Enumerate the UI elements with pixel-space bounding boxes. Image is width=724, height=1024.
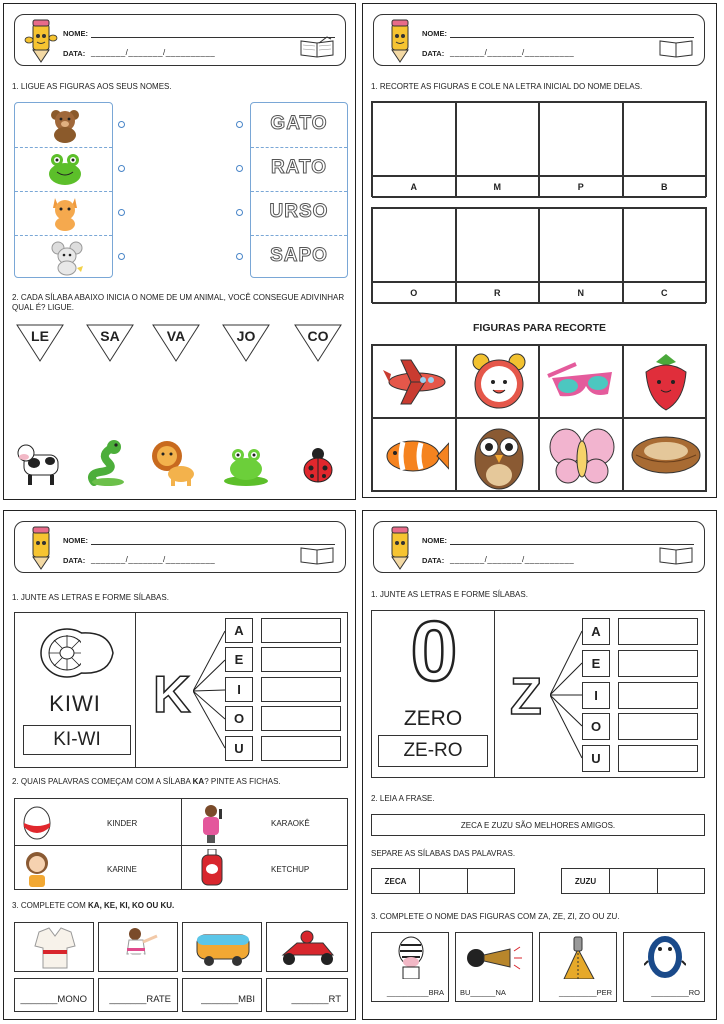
card-ketchup[interactable]: KETCHUP xyxy=(271,865,310,874)
q2-bold: KA xyxy=(192,777,205,786)
question-3: 3. COMPLETE O NOME DAS FIGURAS COM ZA, ZE, ZI, ZO OU ZU. xyxy=(371,912,620,921)
header-box xyxy=(373,521,705,573)
header-box xyxy=(373,14,705,66)
branch-lines xyxy=(550,611,582,779)
divider xyxy=(135,613,136,767)
name-label: NOME: xyxy=(422,29,447,38)
horn-icon xyxy=(464,943,524,973)
vowel-a: A xyxy=(582,618,610,645)
fill-cell[interactable] xyxy=(14,978,94,1012)
answer-blank[interactable] xyxy=(618,682,698,709)
syllable-va[interactable] xyxy=(152,324,200,362)
card-kinder[interactable]: KINDER xyxy=(107,819,138,828)
name-label: NOME: xyxy=(422,536,447,545)
syllable-box xyxy=(371,604,705,778)
answer-blank[interactable] xyxy=(618,618,698,645)
snake-icon xyxy=(86,438,132,488)
strawberry-icon xyxy=(642,350,690,414)
syllable-label: JO xyxy=(236,328,256,344)
owl-icon xyxy=(471,421,527,491)
answer-blank[interactable] xyxy=(261,677,341,702)
answer-blank[interactable] xyxy=(658,869,706,893)
letter-label: B xyxy=(623,176,707,198)
answer-blank[interactable] xyxy=(618,650,698,677)
divider xyxy=(15,845,347,846)
big-digit-zero: 0 xyxy=(410,604,458,698)
divider xyxy=(15,235,112,236)
syllable-sa[interactable] xyxy=(86,324,134,362)
answer-blank[interactable] xyxy=(261,618,341,643)
fill-ro: _________RO xyxy=(651,988,700,997)
book-icon xyxy=(299,542,335,566)
divider xyxy=(181,799,182,889)
divider xyxy=(15,147,112,148)
paste-cell[interactable] xyxy=(623,208,707,282)
connect-dot[interactable] xyxy=(118,209,125,216)
fill-cell[interactable] xyxy=(539,932,617,1002)
cow-icon xyxy=(16,441,68,487)
letter-label: R xyxy=(456,282,540,304)
word-gato: GATO xyxy=(270,113,328,134)
q2-pre: 2. QUAIS PALAVRAS COMEÇAM COM A SÍLABA xyxy=(12,777,193,786)
book-icon xyxy=(658,35,694,59)
frog-icon xyxy=(45,150,85,188)
fill-rate: _______RATE xyxy=(109,994,171,1005)
lion-icon xyxy=(149,438,197,488)
date-label: DATA: xyxy=(63,556,86,565)
vowel-u: U xyxy=(225,736,253,761)
bear-icon xyxy=(47,107,83,143)
split-zero: ZE-RO xyxy=(378,735,488,767)
divider xyxy=(15,191,112,192)
answer-blank[interactable] xyxy=(468,869,516,893)
paste-cell[interactable] xyxy=(539,208,623,282)
answer-blank[interactable] xyxy=(261,647,341,672)
paste-cell[interactable] xyxy=(623,102,707,176)
question-1: 1. JUNTE AS LETRAS E FORME SÍLABAS. xyxy=(371,590,528,599)
pencil-mascot-icon xyxy=(21,18,61,64)
clownfish-icon xyxy=(381,433,449,479)
image-cell xyxy=(182,922,262,972)
worksheet-page-3 xyxy=(3,510,356,1020)
girl-icon xyxy=(21,849,53,887)
connect-dot[interactable] xyxy=(118,253,125,260)
image-cell xyxy=(14,922,94,972)
vowel-o: O xyxy=(582,713,610,740)
question-2 xyxy=(12,777,281,787)
fill-rt: _______RT xyxy=(291,994,341,1005)
syllable-jo[interactable] xyxy=(222,324,270,362)
date-label: DATA: xyxy=(422,556,445,565)
header-box xyxy=(14,14,346,66)
big-letter-k: K xyxy=(153,666,191,724)
cutout-grid xyxy=(371,344,707,492)
question-1: 1. JUNTE AS LETRAS E FORME SÍLABAS. xyxy=(12,593,169,602)
animal-figures-box xyxy=(14,102,113,278)
cutout-cell[interactable] xyxy=(623,345,707,418)
date-label: DATA: xyxy=(422,49,445,58)
karaoke-singer-icon xyxy=(193,803,229,843)
paste-grid-top xyxy=(371,101,707,197)
word-zero: ZERO xyxy=(403,707,463,730)
word-kiwi: KIWI xyxy=(49,691,101,716)
cutout-cell[interactable] xyxy=(372,418,456,491)
syllable-box xyxy=(14,612,348,768)
word-rato: RATO xyxy=(270,157,328,178)
connect-dot[interactable] xyxy=(118,121,125,128)
paste-cell[interactable] xyxy=(456,102,540,176)
question-separate: SEPARE AS SÍLABAS DAS PALAVRAS. xyxy=(371,849,516,858)
answer-blank[interactable] xyxy=(618,713,698,740)
kiwi-icon xyxy=(37,627,117,679)
fill-cell[interactable] xyxy=(98,978,178,1012)
worksheet-page-1 xyxy=(3,3,356,500)
date-line[interactable]: _______/_______/__________ xyxy=(91,48,216,57)
divider xyxy=(251,191,347,192)
mouse-icon xyxy=(49,238,85,276)
fill-cell[interactable] xyxy=(371,932,449,1002)
alarm-clock-icon xyxy=(469,350,529,414)
date-line[interactable]: _______/_______/__________ xyxy=(91,555,216,564)
cutout-cell[interactable] xyxy=(539,418,623,491)
divider xyxy=(251,235,347,236)
book-icon xyxy=(299,35,335,59)
answer-blank[interactable] xyxy=(420,869,468,893)
cutout-cell[interactable] xyxy=(456,345,540,418)
paste-grid-bottom xyxy=(371,207,707,303)
q2-post: ? PINTE AS FICHAS. xyxy=(204,777,281,786)
fill-cell[interactable] xyxy=(266,978,348,1012)
connect-dot[interactable] xyxy=(118,165,125,172)
separate-zeca-row xyxy=(371,868,515,894)
paste-cell[interactable] xyxy=(456,208,540,282)
divider xyxy=(251,147,347,148)
answer-blank[interactable] xyxy=(261,706,341,731)
answer-blank[interactable] xyxy=(618,745,698,772)
letter-label: M xyxy=(456,176,540,198)
big-letter-z: Z xyxy=(510,668,542,726)
nest-icon xyxy=(630,433,702,477)
image-cell xyxy=(266,922,348,972)
label-zuzu: ZUZU xyxy=(562,869,610,893)
animal-names-box xyxy=(250,102,348,278)
paste-cell[interactable] xyxy=(372,102,456,176)
question-1: 1. RECORTE AS FIGURAS E COLE NA LETRA INICIAL DO NOME DELAS. xyxy=(371,82,643,91)
word-urso: URSO xyxy=(269,201,329,222)
date-line[interactable]: _______/_______/__________ xyxy=(450,48,575,57)
vowel-a: A xyxy=(225,618,253,643)
letter-label: A xyxy=(372,176,456,198)
word-cards-grid xyxy=(14,798,348,890)
frog-icon xyxy=(222,441,270,487)
label-zeca: ZECA xyxy=(372,869,420,893)
answer-blank[interactable] xyxy=(610,869,658,893)
book-icon xyxy=(658,542,694,566)
pencil-mascot-icon xyxy=(380,525,420,571)
letter-label: O xyxy=(372,282,456,304)
syllable-co[interactable] xyxy=(294,324,342,362)
paste-cell[interactable] xyxy=(372,208,456,282)
cutout-cell[interactable] xyxy=(623,418,707,491)
fill-cell[interactable] xyxy=(182,978,262,1012)
worksheet-page-4 xyxy=(362,510,717,1020)
sunglasses-icon xyxy=(546,358,618,406)
word-sapo: SAPO xyxy=(270,245,328,266)
airplane-icon xyxy=(381,356,449,408)
fill-cell[interactable] xyxy=(623,932,705,1002)
karate-girl-icon xyxy=(117,926,161,970)
van-icon xyxy=(193,929,253,967)
card-karaoke[interactable]: KARAOKÊ xyxy=(271,819,310,828)
question-1: 1. LIGUE AS FIGURAS AOS SEUS NOMES. xyxy=(12,82,172,91)
connect-dot[interactable] xyxy=(236,165,243,172)
syllable-label: VA xyxy=(166,328,186,344)
question-2: 2. CADA SÍLABA ABAIXO INICIA O NOME DE UM ANIMAL, VOCÊ CONSEGUE ADIVINHAR QUAL É? LIGUE. xyxy=(12,293,345,312)
pencil-mascot-icon xyxy=(21,525,61,571)
cutout-title: FIGURAS PARA RECORTE xyxy=(472,322,606,334)
vowel-o: O xyxy=(225,706,253,731)
card-karine[interactable]: KARINE xyxy=(107,865,137,874)
split-kiwi: KI-WI xyxy=(23,725,131,755)
letter-label: N xyxy=(539,282,623,304)
answer-blank[interactable] xyxy=(261,736,341,761)
cat-icon xyxy=(49,194,81,232)
connect-dot[interactable] xyxy=(236,253,243,260)
syllable-label: SA xyxy=(100,328,120,344)
ketchup-icon xyxy=(199,849,225,887)
cutout-cell[interactable] xyxy=(539,345,623,418)
kinder-egg-icon xyxy=(21,805,53,841)
zipper-icon xyxy=(560,935,598,979)
vowel-i: I xyxy=(225,677,253,702)
fill-cell[interactable] xyxy=(455,932,533,1002)
q3-opts: KA, KE, KI, KO OU KU. xyxy=(88,901,175,910)
fill-na: BU______NA xyxy=(460,988,506,997)
image-cell xyxy=(98,922,178,972)
vowel-i: I xyxy=(582,682,610,709)
letter-label: P xyxy=(539,176,623,198)
question-3 xyxy=(12,901,174,911)
vowel-u: U xyxy=(582,745,610,772)
fill-mbi: _______MBI xyxy=(201,994,255,1005)
name-label: NOME: xyxy=(63,29,88,38)
q3-pre: 3. COMPLETE COM xyxy=(12,901,89,910)
date-line[interactable]: _______/_______/__________ xyxy=(450,555,575,564)
date-label: DATA: xyxy=(63,49,86,58)
syllable-label: LE xyxy=(31,328,49,344)
sentence-box: ZECA E ZUZU SÃO MELHORES AMIGOS. xyxy=(371,814,705,836)
syllable-le[interactable] xyxy=(16,324,64,362)
letter-label: C xyxy=(623,282,707,304)
question-2: 2. LEIA A FRASE. xyxy=(371,794,435,803)
pencil-mascot-icon xyxy=(380,18,420,64)
fill-bra: __________BRA xyxy=(386,988,444,997)
divider xyxy=(494,611,495,777)
branch-lines xyxy=(193,613,225,769)
fill-per: _________PER xyxy=(559,988,612,997)
paste-cell[interactable] xyxy=(539,102,623,176)
zebra-icon xyxy=(394,935,428,979)
separate-zuzu-row xyxy=(561,868,705,894)
zero-character-icon xyxy=(644,935,686,979)
kart-icon xyxy=(277,929,339,967)
header-box xyxy=(14,521,346,573)
fill-mono: _______MONO xyxy=(20,994,87,1005)
cutout-cell[interactable] xyxy=(372,345,456,418)
kimono-icon xyxy=(33,926,77,970)
connect-dot[interactable] xyxy=(236,209,243,216)
worksheet-page-2 xyxy=(362,3,717,498)
vowel-e: E xyxy=(225,647,253,672)
butterfly-icon xyxy=(546,425,618,487)
vowel-e: E xyxy=(582,650,610,677)
connect-dot[interactable] xyxy=(236,121,243,128)
ladybug-icon xyxy=(300,444,336,484)
name-label: NOME: xyxy=(63,536,88,545)
cutout-cell[interactable] xyxy=(456,418,540,491)
syllable-label: CO xyxy=(307,328,329,344)
